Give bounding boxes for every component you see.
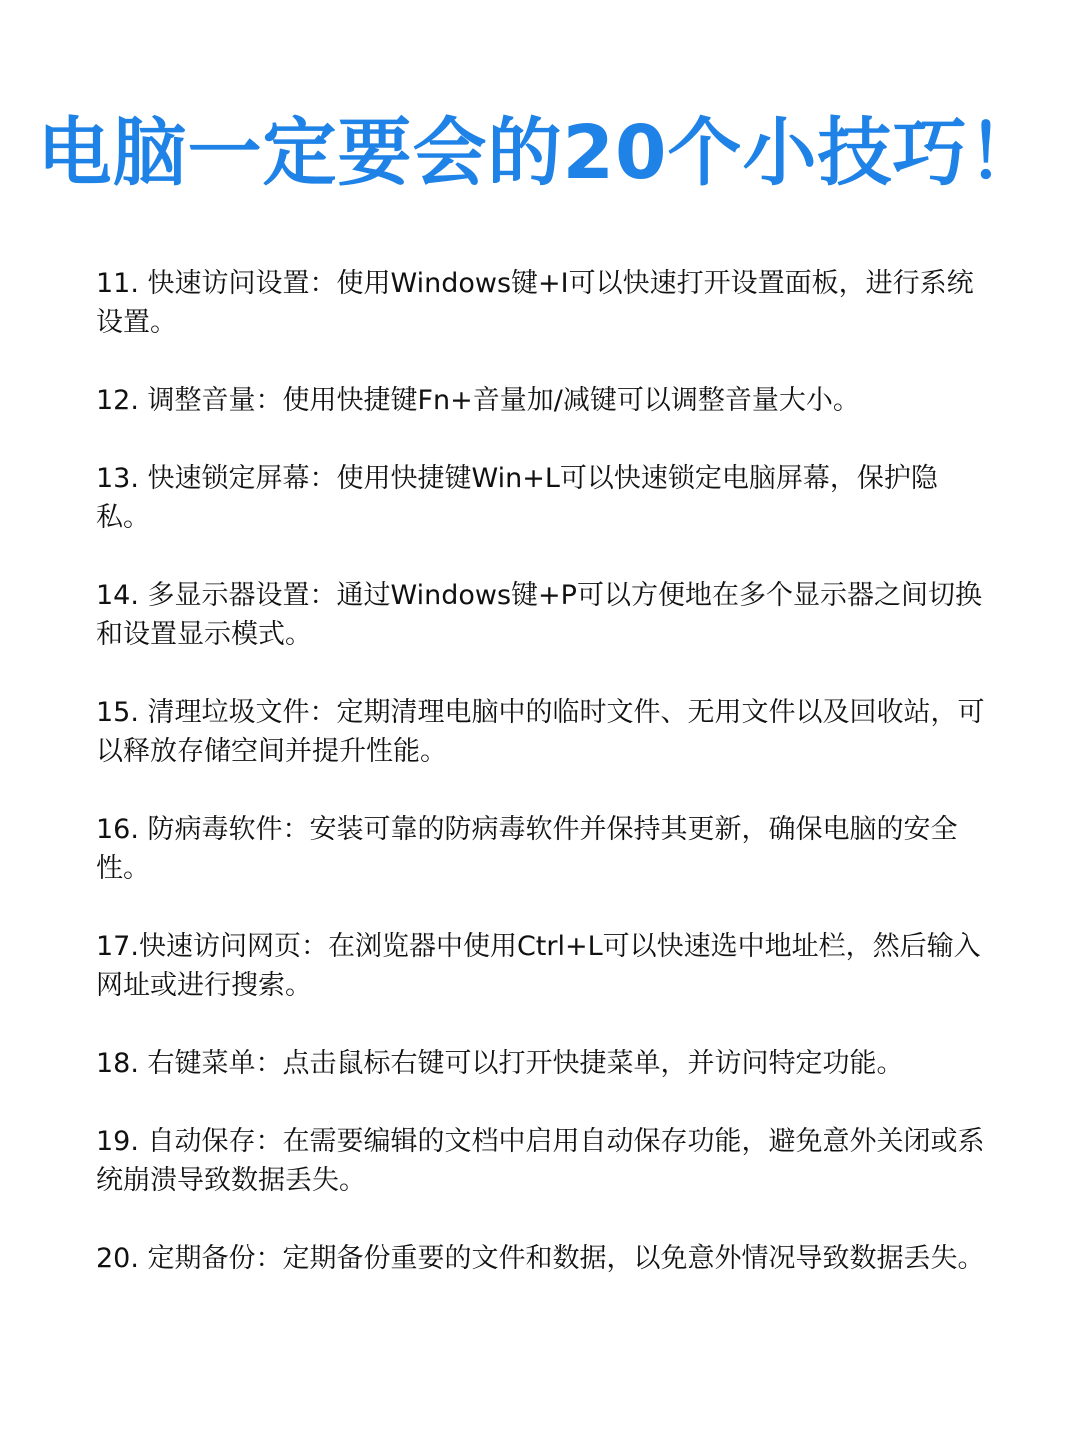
tips-list [96, 264, 986, 1317]
tip-item-17: 17.快速访问网页：在浏览器中使用Ctrl+L可以快速选中地址栏，然后输入网址或进行搜索。 [96, 931, 981, 1001]
tip-item-18: 18. 右键菜单：点击鼠标右键可以打开快捷菜单，并访问特定功能。 [96, 1048, 904, 1079]
tip-item-15: 15. 清理垃圾文件：定期清理电脑中的临时文件、无用文件以及回收站，可以释放存储空间并提升性能。 [96, 697, 985, 767]
tip-item-11: 11. 快速访问设置：使用Windows键+I可以快速打开设置面板，进行系统设置。 [96, 268, 974, 338]
page-title: 电脑一定要会的20个小技巧！ [37, 110, 1043, 196]
tip-item-14: 14. 多显示器设置：通过Windows键+P可以方便地在多个显示器之间切换和设置显示模式。 [96, 580, 982, 650]
tip-item-19: 19. 自动保存：在需要编辑的文档中启用自动保存功能，避免意外关闭或系统崩溃导致数据丢失。 [96, 1126, 985, 1196]
tip-item-16: 16. 防病毒软件：安装可靠的防病毒软件并保持其更新，确保电脑的安全性。 [96, 814, 958, 884]
tip-item-20: 20. 定期备份：定期备份重要的文件和数据，以免意外情况导致数据丢失。 [96, 1243, 985, 1274]
tip-item-12: 12. 调整音量：使用快捷键Fn+音量加/减键可以调整音量大小。 [96, 385, 860, 416]
tip-item-13: 13. 快速锁定屏幕：使用快捷键Win+L可以快速锁定电脑屏幕，保护隐私。 [96, 463, 938, 533]
